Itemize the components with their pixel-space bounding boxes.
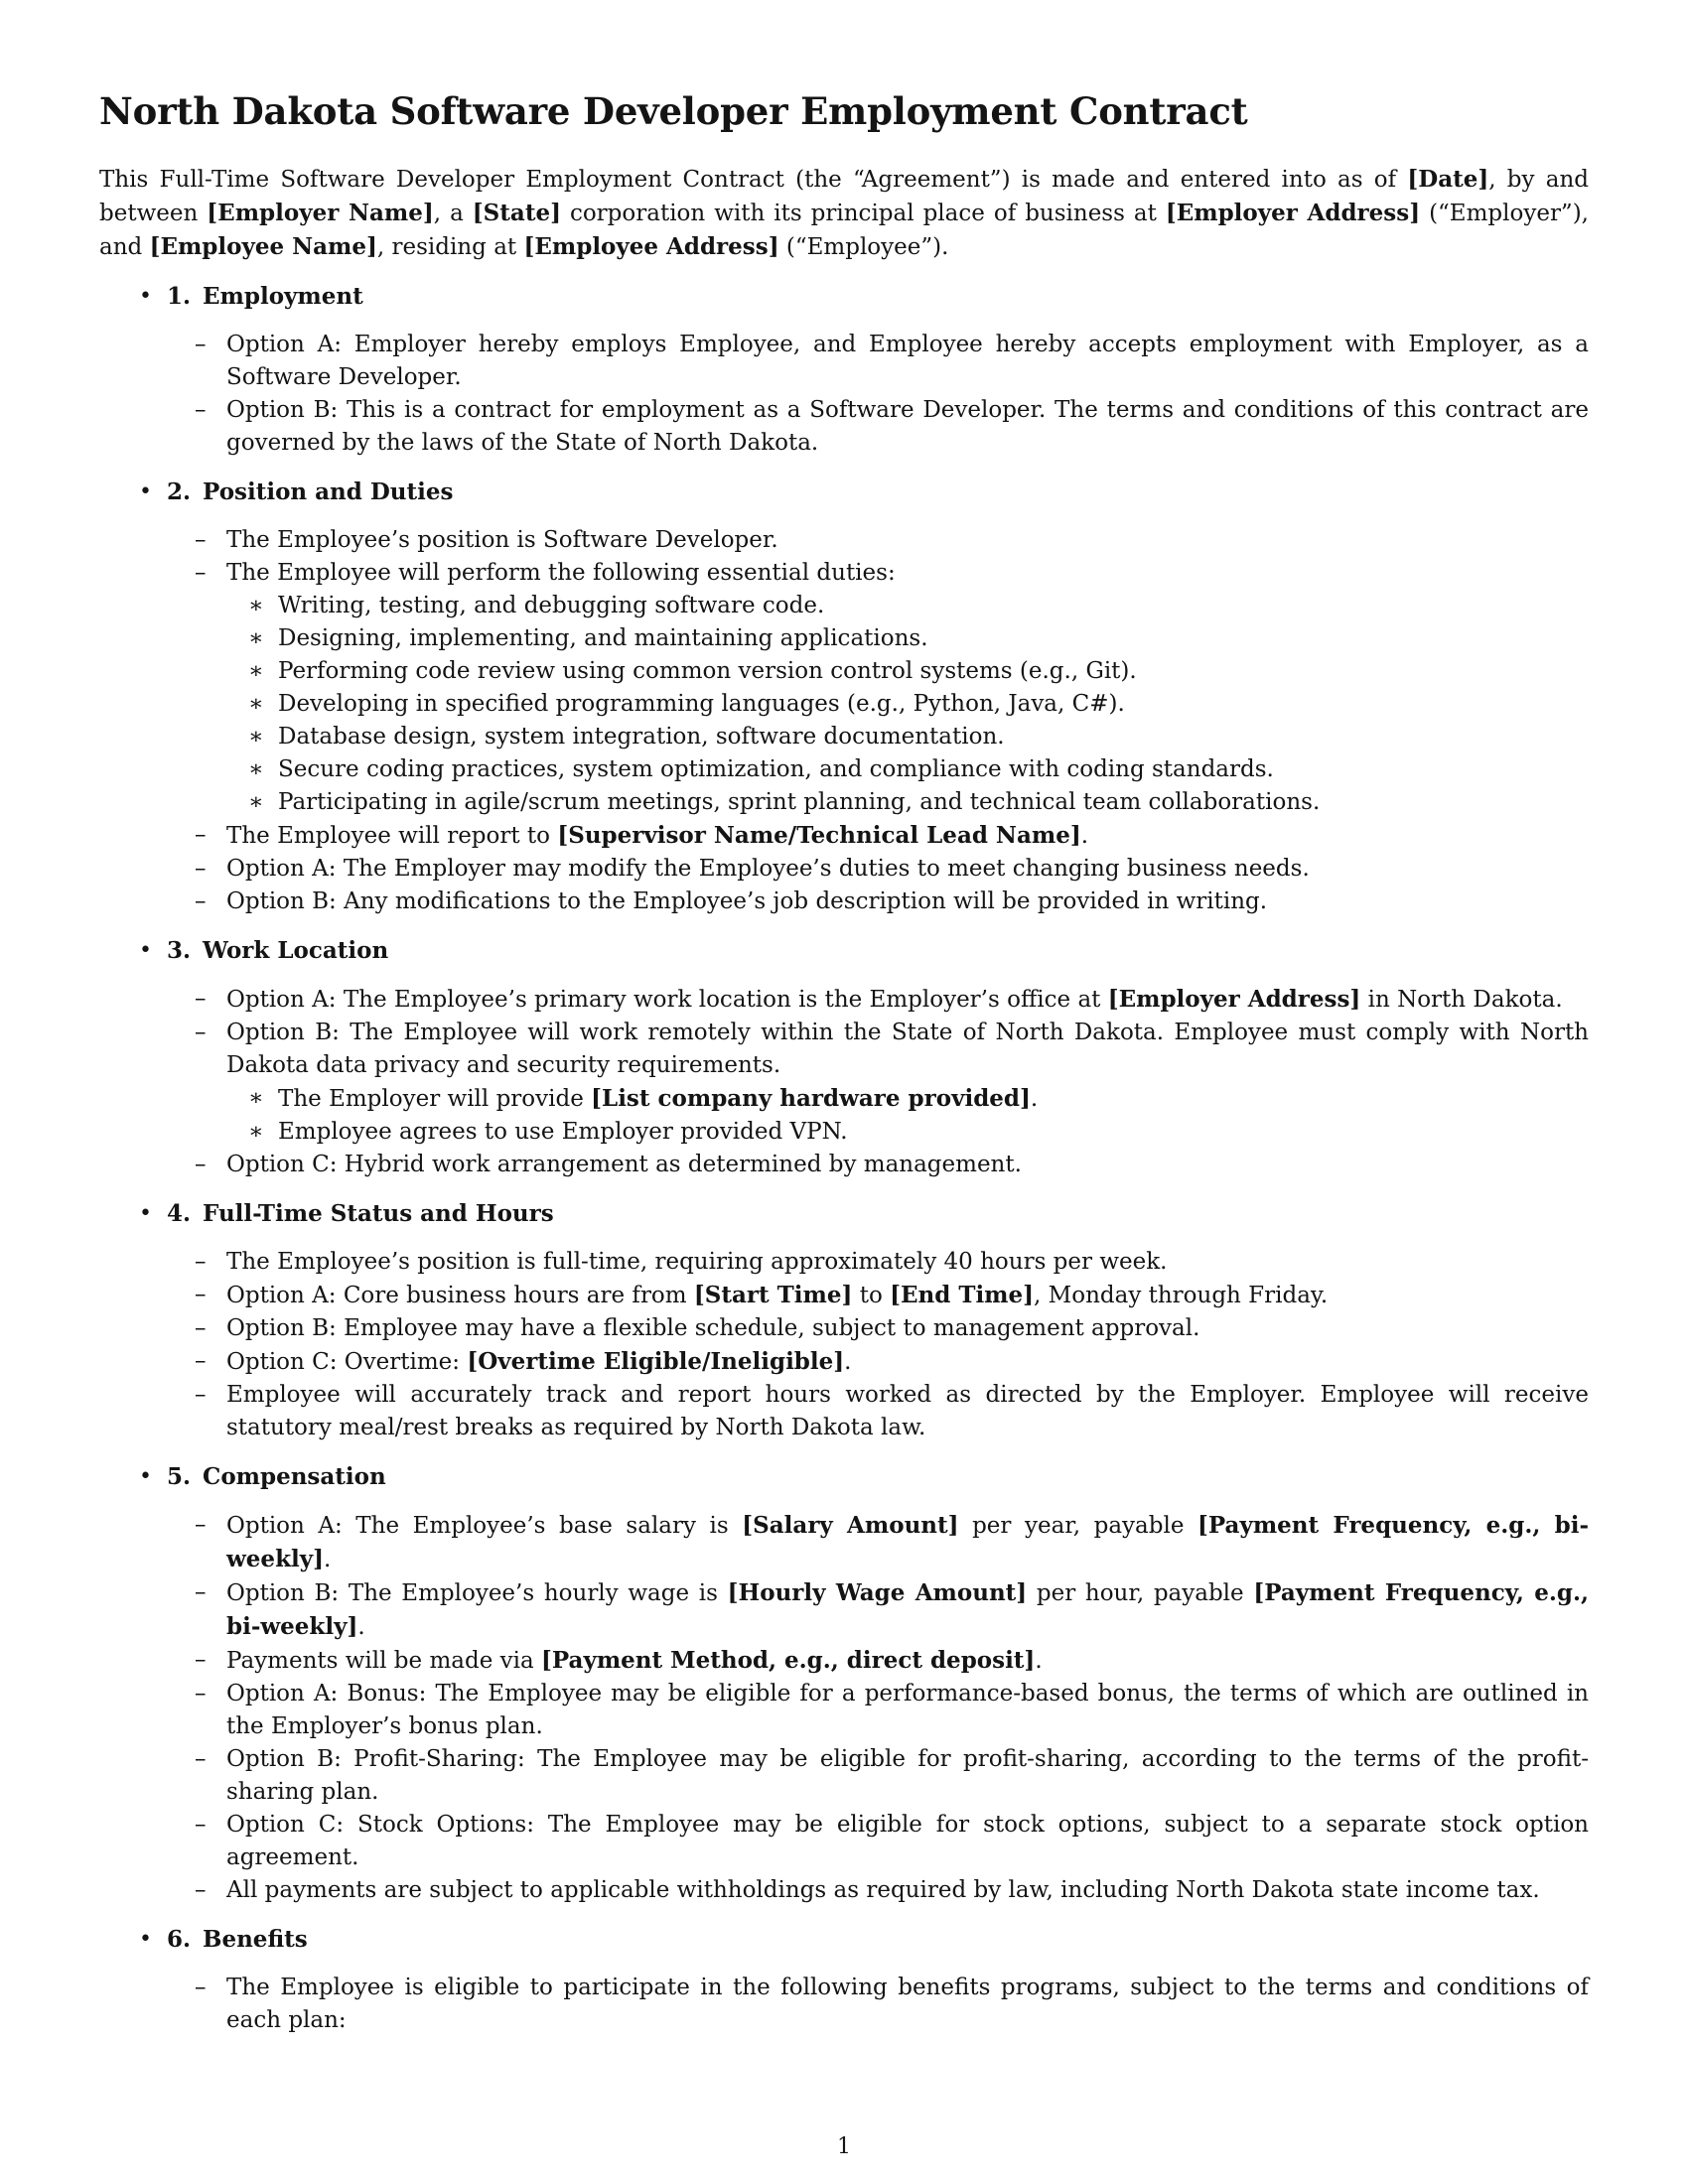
list-item: – Option A: The Employee’s base salary is [Salary Amount] per year, payable [Payment Frequency, e.g., bi-weekly]. (195, 1512, 1590, 1572)
section-position-duties (99, 476, 1589, 918)
list-item: – Option B: This is a contract for employment as a Software Developer. The terms and conditions of this contract are governed by the laws of the State of North Dakota. (195, 397, 1589, 456)
page-number: 1 (837, 2134, 851, 2159)
list-item: – Option A: The Employee’s primary work location is the Employer’s office at [Employer Address] in North Dakota. (195, 986, 1563, 1013)
section-bullet: • (139, 479, 152, 504)
section-heading: 4. Full-Time Status and Hours (167, 1200, 554, 1227)
list-item: – Payments will be made via [Payment Method, e.g., direct deposit]. (195, 1647, 1043, 1674)
section-heading: 2. Position and Duties (167, 478, 454, 505)
duty-item: ∗ Database design, system integration, software documentation. (248, 724, 1005, 750)
duty-item: ∗ Designing, implementing, and maintaining applications. (248, 625, 928, 651)
section-bullet: • (139, 1201, 152, 1226)
section-bullet: • (139, 1927, 152, 1952)
section-work-location (99, 934, 1589, 1181)
list-item: – Option B: Any modifications to the Employee’s job description will be provided in writing. (195, 888, 1268, 914)
duty-item: ∗ Participating in agile/scrum meetings, sprint planning, and technical team collaborations. (248, 789, 1321, 815)
list-item: – Option A: Core business hours are from [Start Time] to [End Time], Monday through Friday. (195, 1282, 1329, 1308)
list-item: – Option B: Profit-Sharing: The Employee may be eligible for profit-sharing, according to the terms of the profit-sharing plan. (195, 1746, 1589, 1805)
list-item: – Option C: Stock Options: The Employee may be eligible for stock options, subject to a separate stock option agreement. (195, 1812, 1589, 1870)
section-bullet: • (139, 284, 152, 309)
list-item: – The Employee’s position is Software Developer. (195, 527, 778, 553)
document-page (99, 89, 1589, 2037)
list-item: – Option C: Hybrid work arrangement as determined by management. (195, 1152, 1022, 1177)
list-item: – The Employee will report to [Supervisor Name/Technical Lead Name]. (195, 822, 1089, 849)
list-item: – The Employee is eligible to participate in the following benefits programs, subject to the terms and conditions of each plan: (195, 1975, 1589, 2033)
section-bullet: • (139, 1464, 152, 1489)
section-heading: 6. Benefits (167, 1926, 308, 1953)
list-item: – Option A: Employer hereby employs Employee, and Employee hereby accepts employment with Employer, as a Software Developer. (195, 332, 1589, 390)
section-heading: 1. Employment (167, 283, 363, 310)
intro-paragraph: This Full-Time Software Developer Employment Contract (the “Agreement”) is made and entered into as of [Date], by and between [Employer Name], a [State] corporation with its principal place of business at [Employer Address] (“Employer”), and [Employee Name], residing at [Employee Address] (“Employee”). (99, 166, 1589, 260)
section-heading: 3. Work Location (167, 937, 389, 964)
list-item: – Option B: Employee may have a flexible schedule, subject to management approval. (195, 1315, 1200, 1341)
duty-item: ∗ Writing, testing, and debugging software code. (248, 593, 825, 618)
list-item: – Option B: The Employee will work remotely within the State of North Dakota. Employee must comply with North Dakota data privacy and security requirements. ∗ The Employer will provide [List company hardware provided]. ∗ Employee agrees to use Employer provided VPN. (167, 1017, 1589, 1149)
list-item: – Option A: Bonus: The Employee may be eligible for a performance-based bonus, the terms of which are outlined in the Employer’s bonus plan. (195, 1681, 1589, 1739)
duty-item: ∗ Secure coding practices, system optimization, and compliance with coding standards. (248, 756, 1274, 782)
list-item: – The Employee’s position is full-time, requiring approximately 40 hours per week. (195, 1249, 1168, 1275)
section-bullet: • (139, 938, 152, 963)
section-benefits (99, 1923, 1589, 2037)
section-heading: 5. Compensation (167, 1463, 386, 1490)
section-employment (99, 280, 1589, 460)
section-hours (99, 1197, 1589, 1444)
duty-item: ∗ Performing code review using common version control systems (e.g., Git). (248, 658, 1137, 684)
remote-item: ∗ Employee agrees to use Employer provided VPN. (248, 1119, 848, 1145)
list-item: – All payments are subject to applicable withholdings as required by law, including North Dakota state income tax. (195, 1877, 1540, 1903)
list-item: – Employee will accurately track and report hours worked as directed by the Employer. Employee will receive statutory meal/rest breaks as required by North Dakota law. (195, 1382, 1589, 1440)
list-item: – Option A: The Employer may modify the Employee’s duties to meet changing business needs. (195, 856, 1310, 882)
duty-item: ∗ Developing in specified programming languages (e.g., Python, Java, C#). (248, 691, 1125, 717)
list-item: – The Employee will perform the following essential duties: ∗ Writing, testing, and debugging software code. ∗ Designing, implementing, and maintaining applications. ∗ Performing code review using common version control systems (e.g., Git). ∗ Developing in specified programming languages (e.g., Python, Java, C#). ∗ Database design, system integration, software documentation. ∗ Secure coding practices, system optimization, and compliance with coding standards. ∗ Participating in agile/scrum meetings, sprint planning, and technical team collaborations. (167, 557, 1589, 819)
list-item: – Option C: Overtime: [Overtime Eligible/Ineligible]. (195, 1348, 852, 1375)
list-item: – Option B: The Employee’s hourly wage is [Hourly Wage Amount] per hour, payable [Payment Frequency, e.g., bi-weekly]. (195, 1579, 1589, 1640)
remote-item: ∗ The Employer will provide [List company hardware provided]. (248, 1085, 1039, 1112)
document-title: North Dakota Software Developer Employment Contract (99, 89, 1248, 133)
section-compensation (99, 1460, 1589, 1907)
